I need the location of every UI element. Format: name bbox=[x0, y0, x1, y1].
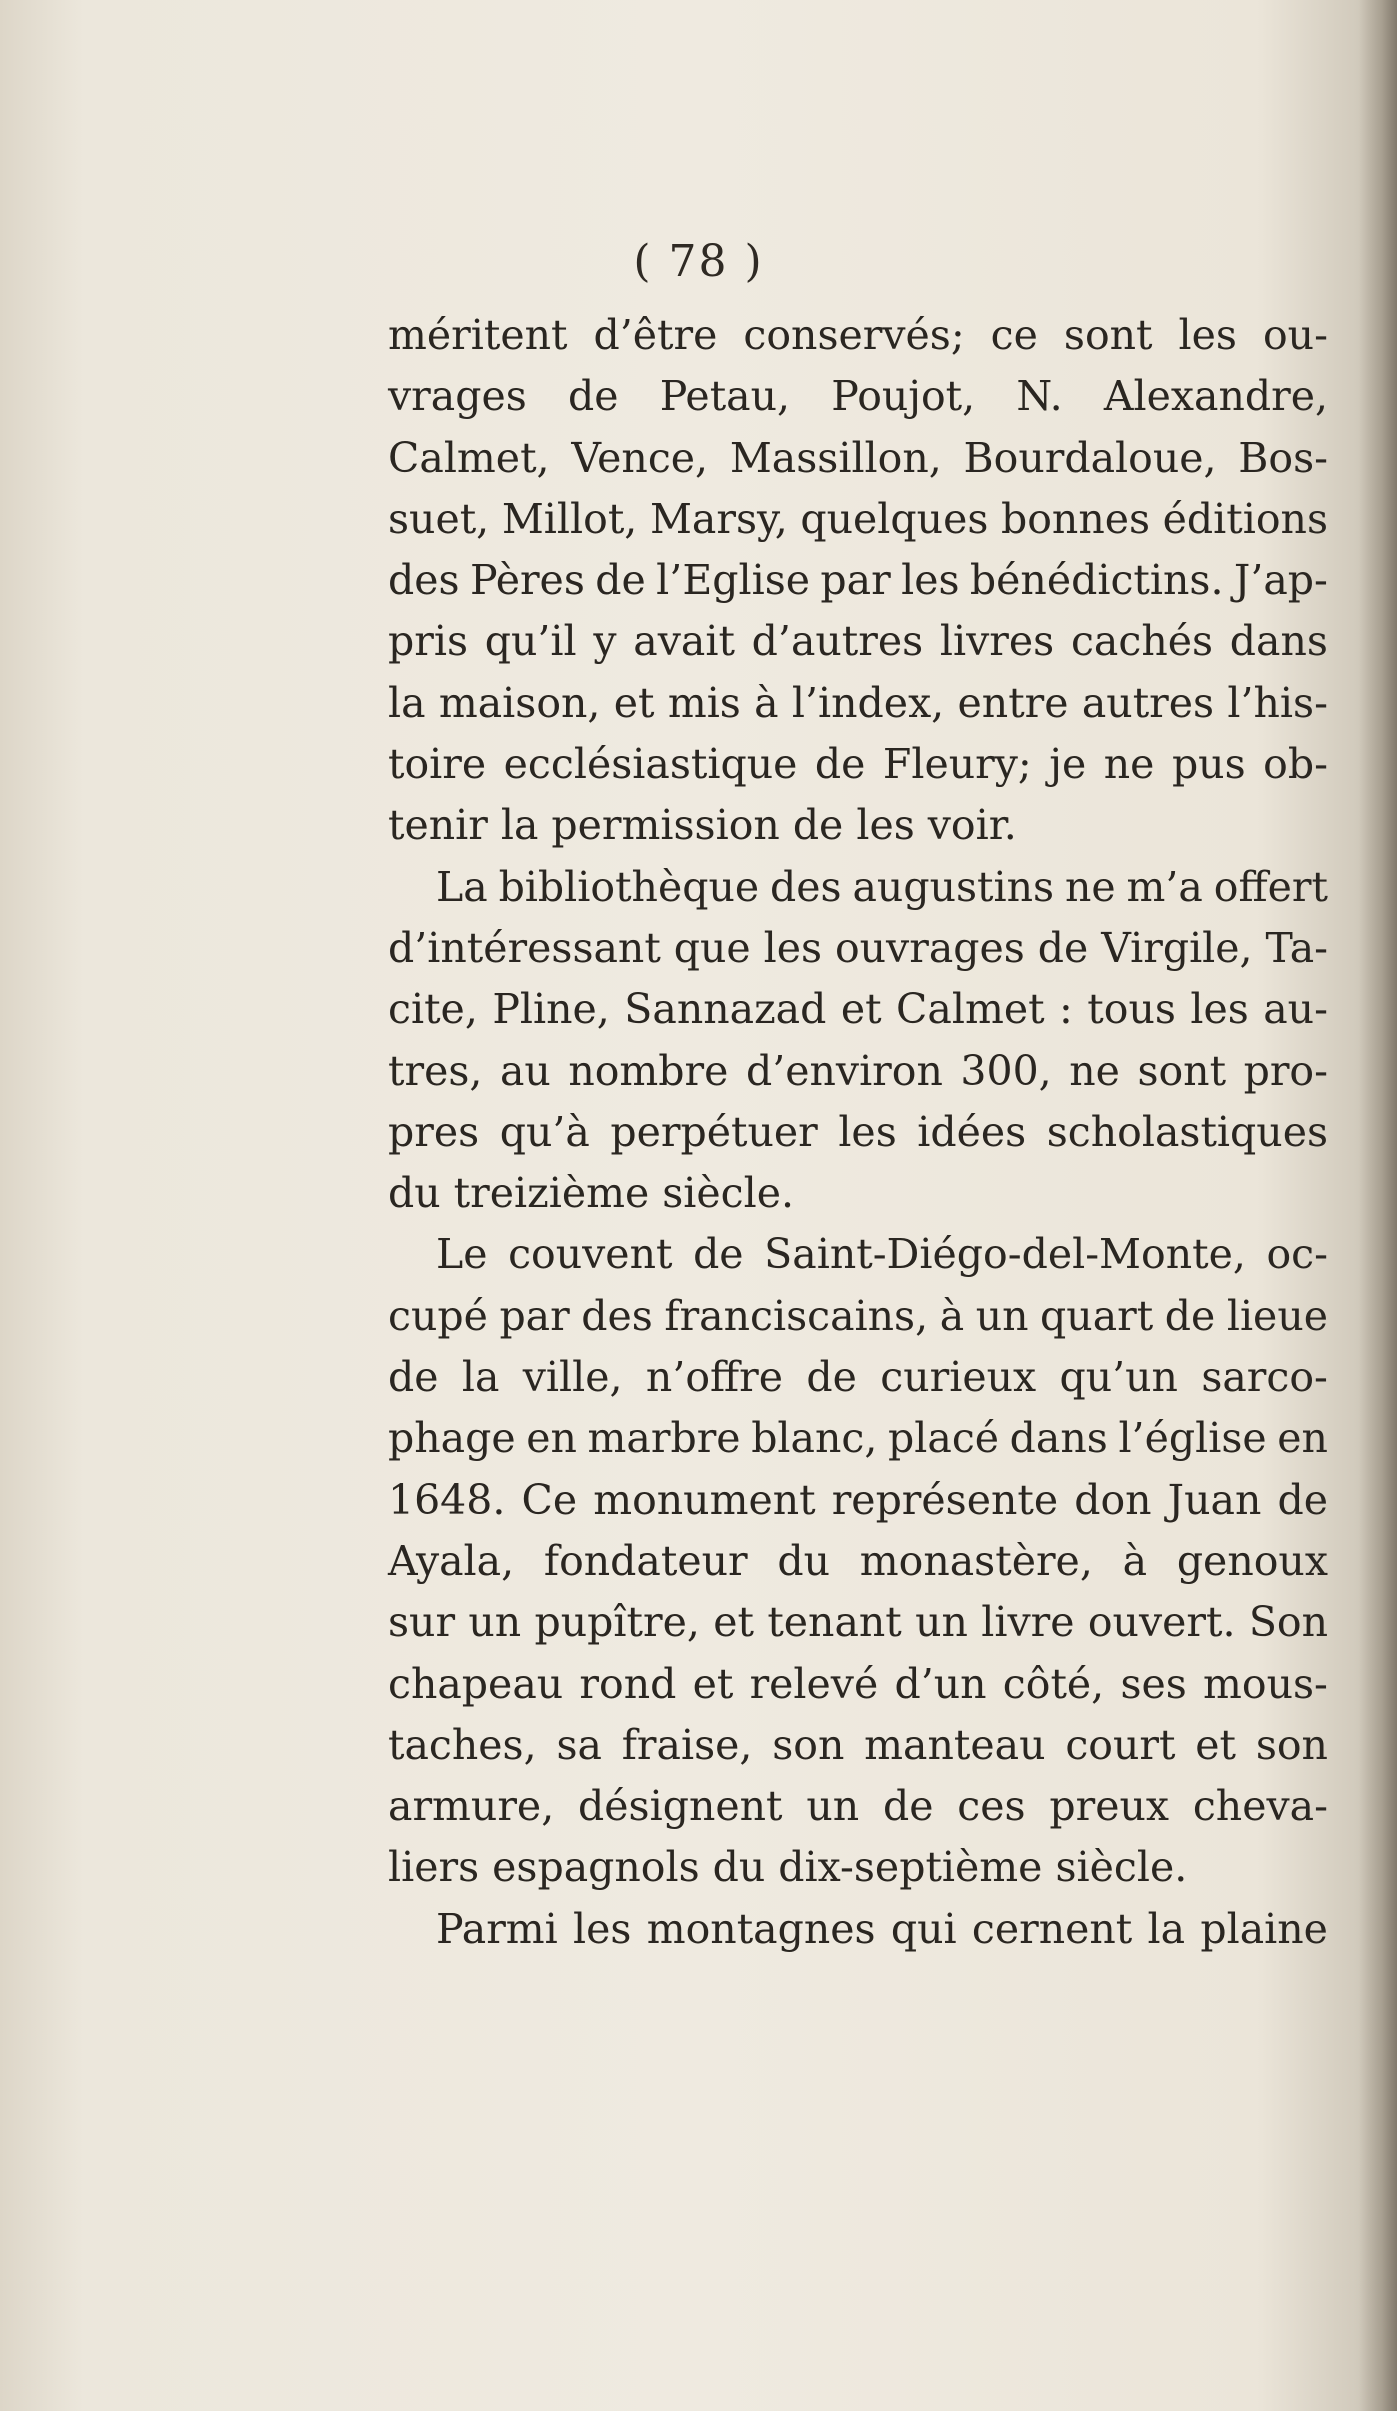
word: Alexandre, bbox=[1103, 372, 1328, 421]
word: Bourdaloue, bbox=[963, 433, 1217, 482]
text-line bbox=[388, 1102, 1328, 1163]
word: offert bbox=[1213, 862, 1328, 911]
word: pupître, bbox=[534, 1598, 700, 1647]
word: voir. bbox=[927, 801, 1017, 850]
word: du bbox=[777, 1536, 831, 1585]
word: ecclésiastique bbox=[503, 740, 798, 789]
word: cernent bbox=[971, 1904, 1133, 1953]
word: Ayala, bbox=[388, 1536, 515, 1585]
word: 1648. bbox=[388, 1475, 506, 1524]
word: ne bbox=[1103, 740, 1155, 789]
word: Juan bbox=[1167, 1475, 1262, 1524]
word: Petau, bbox=[659, 372, 791, 421]
word: de bbox=[567, 372, 619, 421]
word: la bbox=[1147, 1904, 1186, 1953]
page-number: ( 78 ) bbox=[633, 236, 764, 287]
word: maison, bbox=[438, 678, 601, 727]
word: pro- bbox=[1243, 1046, 1328, 1095]
word: fondateur bbox=[543, 1536, 748, 1585]
word: : bbox=[1059, 985, 1073, 1034]
text-line bbox=[388, 305, 1328, 366]
word: d’un bbox=[894, 1659, 987, 1708]
word: en bbox=[526, 1414, 577, 1463]
word: couvent bbox=[508, 1230, 673, 1279]
word: pres bbox=[388, 1107, 480, 1156]
word: marbre bbox=[587, 1414, 741, 1463]
word: sont bbox=[1137, 1046, 1227, 1095]
word: avait bbox=[633, 617, 735, 666]
word: ob- bbox=[1263, 740, 1328, 789]
word: par bbox=[499, 1291, 570, 1340]
word: à bbox=[1122, 1536, 1148, 1585]
word: tous bbox=[1087, 985, 1176, 1034]
word: les bbox=[901, 556, 960, 605]
word: quelques bbox=[800, 494, 989, 543]
word: la bbox=[500, 801, 539, 850]
word: Millot, bbox=[501, 494, 638, 543]
word: genoux bbox=[1176, 1536, 1328, 1585]
word: un bbox=[915, 1598, 968, 1647]
text-line bbox=[388, 673, 1328, 734]
word: du bbox=[712, 1843, 766, 1892]
word: Vence, bbox=[571, 433, 709, 482]
word: à bbox=[939, 1291, 965, 1340]
word: tenant bbox=[767, 1598, 902, 1647]
word: d’intéressant bbox=[388, 923, 661, 972]
word: qui bbox=[890, 1904, 957, 1953]
word: quart bbox=[1040, 1291, 1154, 1340]
word: Calmet bbox=[896, 985, 1045, 1034]
page-edge-shadow bbox=[1359, 0, 1397, 2411]
word: ne bbox=[1069, 1046, 1120, 1095]
word: sont bbox=[1063, 311, 1153, 359]
word: qu’il bbox=[484, 617, 577, 666]
word: représente bbox=[831, 1475, 1059, 1524]
text-line bbox=[388, 918, 1328, 979]
word: livres bbox=[939, 617, 1055, 666]
word: la bbox=[388, 678, 426, 727]
word: un bbox=[468, 1598, 522, 1647]
word: du bbox=[388, 1169, 441, 1218]
word: pris bbox=[388, 617, 468, 666]
word: siècle. bbox=[662, 1169, 795, 1218]
text-line bbox=[388, 1347, 1328, 1408]
word: l’église bbox=[1118, 1414, 1267, 1463]
word: qu’à bbox=[499, 1107, 590, 1156]
word: et bbox=[692, 1659, 734, 1708]
word: tres, bbox=[388, 1046, 483, 1095]
word: liers bbox=[388, 1843, 480, 1892]
word: dix-septième bbox=[778, 1843, 1043, 1892]
word: court bbox=[1065, 1720, 1176, 1769]
word: preux bbox=[1049, 1782, 1170, 1831]
word: d’environ bbox=[745, 1046, 943, 1095]
word: la bbox=[461, 1353, 500, 1402]
word: N. bbox=[1016, 372, 1063, 421]
word: livre bbox=[981, 1598, 1075, 1647]
word: fraise, bbox=[621, 1720, 753, 1769]
word: montagnes bbox=[646, 1904, 876, 1953]
word: ces bbox=[957, 1782, 1026, 1831]
word: blanc, bbox=[751, 1414, 878, 1463]
word: mous- bbox=[1203, 1659, 1328, 1708]
text-line bbox=[388, 366, 1328, 427]
word: entre bbox=[957, 678, 1069, 727]
word: armure, bbox=[388, 1782, 555, 1831]
text-line bbox=[388, 1224, 1328, 1285]
word: m’a bbox=[1126, 862, 1203, 911]
text-line bbox=[388, 1408, 1328, 1469]
word: Marsy, bbox=[649, 494, 788, 543]
word: de bbox=[814, 740, 866, 789]
word: les bbox=[856, 801, 915, 850]
word: plaine bbox=[1200, 1904, 1328, 1953]
word: un bbox=[806, 1782, 860, 1831]
word: Fleury; bbox=[882, 740, 1032, 789]
word: manteau bbox=[864, 1720, 1046, 1769]
word: siècle. bbox=[1055, 1843, 1188, 1892]
word: tenir bbox=[388, 801, 488, 850]
text-line bbox=[388, 1592, 1328, 1653]
word: franciscains, bbox=[664, 1291, 929, 1340]
word: Virgile, bbox=[1101, 923, 1253, 972]
word: son bbox=[1255, 1720, 1328, 1769]
word: suet, bbox=[388, 494, 490, 543]
word: et bbox=[1195, 1720, 1237, 1769]
word: de bbox=[792, 801, 844, 850]
word: chapeau bbox=[388, 1659, 564, 1708]
word: ou- bbox=[1262, 311, 1328, 359]
text-line bbox=[388, 1899, 1328, 1960]
word: éditions bbox=[1162, 494, 1328, 543]
text-line bbox=[388, 550, 1328, 611]
word: placé bbox=[888, 1414, 1000, 1463]
word: les bbox=[763, 923, 823, 972]
word: de bbox=[806, 1353, 857, 1402]
word: l’index, bbox=[791, 678, 945, 727]
text-line bbox=[388, 1286, 1328, 1347]
word: l’Eglise bbox=[656, 556, 811, 605]
text-line bbox=[388, 611, 1328, 672]
word: bénédictins. bbox=[969, 556, 1224, 605]
text-line bbox=[388, 1715, 1328, 1776]
word: La bbox=[436, 862, 488, 911]
text-line bbox=[388, 1654, 1328, 1715]
word: d’être bbox=[593, 311, 718, 359]
word: conservés; bbox=[743, 311, 965, 359]
word: côté, bbox=[1002, 1659, 1105, 1708]
word: oc- bbox=[1266, 1230, 1328, 1279]
word: de bbox=[388, 1353, 439, 1402]
word: ouvrages bbox=[834, 923, 1025, 972]
word: de bbox=[1037, 923, 1089, 972]
text-line bbox=[388, 1041, 1328, 1102]
word: par bbox=[820, 556, 891, 605]
word: qu’un bbox=[1059, 1353, 1178, 1402]
word: Sannazad bbox=[624, 985, 827, 1034]
word: taches, bbox=[388, 1720, 537, 1769]
word: nombre bbox=[568, 1046, 729, 1095]
word: pus bbox=[1171, 740, 1246, 789]
text-line bbox=[388, 428, 1328, 489]
word: phage bbox=[388, 1414, 516, 1463]
word: ce bbox=[990, 311, 1038, 359]
word: monument bbox=[593, 1475, 816, 1524]
word: méritent bbox=[388, 311, 568, 359]
word: autres bbox=[1081, 678, 1215, 727]
word: l’his- bbox=[1227, 678, 1328, 727]
body-text bbox=[388, 305, 1328, 1960]
word: à bbox=[754, 678, 779, 727]
word: espagnols bbox=[492, 1843, 700, 1892]
text-line bbox=[388, 489, 1328, 550]
word: d’autres bbox=[751, 617, 924, 666]
text-line bbox=[388, 857, 1328, 918]
word: Le bbox=[436, 1230, 488, 1279]
word: Pline, bbox=[492, 985, 610, 1034]
word: Calmet, bbox=[388, 433, 550, 482]
word: sa bbox=[556, 1720, 602, 1769]
word: toire bbox=[388, 740, 487, 789]
word: relevé bbox=[749, 1659, 879, 1708]
word: scholastiques bbox=[1046, 1107, 1328, 1156]
word: Ce bbox=[521, 1475, 578, 1524]
word: ses bbox=[1120, 1659, 1187, 1708]
word: y bbox=[593, 617, 617, 666]
word: les bbox=[838, 1107, 897, 1156]
word: mis bbox=[667, 678, 741, 727]
word: des bbox=[388, 556, 460, 605]
word: cupé bbox=[388, 1291, 488, 1340]
word: ouvert. bbox=[1087, 1598, 1236, 1647]
word: Pères bbox=[469, 556, 585, 605]
word: Saint-Diégo-del-Monte, bbox=[764, 1230, 1246, 1279]
word: bibliothèque bbox=[498, 862, 760, 911]
word: idées bbox=[917, 1107, 1027, 1156]
word: Bos- bbox=[1238, 433, 1328, 482]
word: ne bbox=[1064, 862, 1116, 911]
text-line bbox=[388, 1531, 1328, 1592]
text-line bbox=[388, 1837, 1328, 1898]
word: n’offre bbox=[645, 1353, 784, 1402]
word: et bbox=[713, 1598, 754, 1647]
word: monastère, bbox=[859, 1536, 1093, 1585]
word: Massillon, bbox=[729, 433, 942, 482]
word: de bbox=[1277, 1475, 1328, 1524]
word: augustins bbox=[852, 862, 1055, 911]
word: les bbox=[1190, 985, 1249, 1034]
word: les bbox=[573, 1904, 632, 1953]
word: des bbox=[581, 1291, 653, 1340]
word: que bbox=[673, 923, 751, 972]
word: Parmi bbox=[436, 1904, 558, 1953]
text-line bbox=[388, 795, 1328, 856]
text-line bbox=[388, 1776, 1328, 1837]
word: un bbox=[975, 1291, 1029, 1340]
word: 300, bbox=[960, 1046, 1052, 1095]
word: des bbox=[770, 862, 842, 911]
word: cachés bbox=[1070, 617, 1214, 666]
word: de bbox=[1164, 1291, 1216, 1340]
word: rond bbox=[579, 1659, 677, 1708]
word: Son bbox=[1248, 1598, 1328, 1647]
text-line bbox=[388, 979, 1328, 1040]
word: vrages bbox=[388, 372, 527, 421]
word: son bbox=[772, 1720, 845, 1769]
word: de bbox=[595, 556, 646, 605]
word: perpétuer bbox=[610, 1107, 818, 1156]
word: au- bbox=[1263, 985, 1328, 1034]
word: ville, bbox=[522, 1353, 623, 1402]
word: Poujot, bbox=[831, 372, 976, 421]
word: de bbox=[693, 1230, 744, 1279]
word: je bbox=[1049, 740, 1087, 789]
word: de bbox=[882, 1782, 934, 1831]
word: don bbox=[1074, 1475, 1152, 1524]
word: Ta- bbox=[1265, 923, 1328, 972]
word: bonnes bbox=[1000, 494, 1151, 543]
word: et bbox=[840, 985, 882, 1034]
word: cheva- bbox=[1192, 1782, 1328, 1831]
word: les bbox=[1178, 311, 1237, 359]
word: sarco- bbox=[1201, 1353, 1328, 1402]
text-line bbox=[388, 734, 1328, 795]
word: et bbox=[613, 678, 655, 727]
word: sur bbox=[388, 1598, 456, 1647]
word: au bbox=[499, 1046, 551, 1095]
word: dans bbox=[1229, 617, 1328, 666]
text-line bbox=[388, 1470, 1328, 1531]
word: J’ap- bbox=[1233, 556, 1328, 605]
word: treizième bbox=[453, 1169, 650, 1218]
word: en bbox=[1277, 1414, 1328, 1463]
text-line bbox=[388, 1163, 1328, 1224]
word: cite, bbox=[388, 985, 478, 1034]
word: désignent bbox=[578, 1782, 783, 1831]
word: permission bbox=[551, 801, 780, 850]
word: dans bbox=[1009, 1414, 1108, 1463]
word: curieux bbox=[880, 1353, 1037, 1402]
word: lieue bbox=[1226, 1291, 1328, 1340]
